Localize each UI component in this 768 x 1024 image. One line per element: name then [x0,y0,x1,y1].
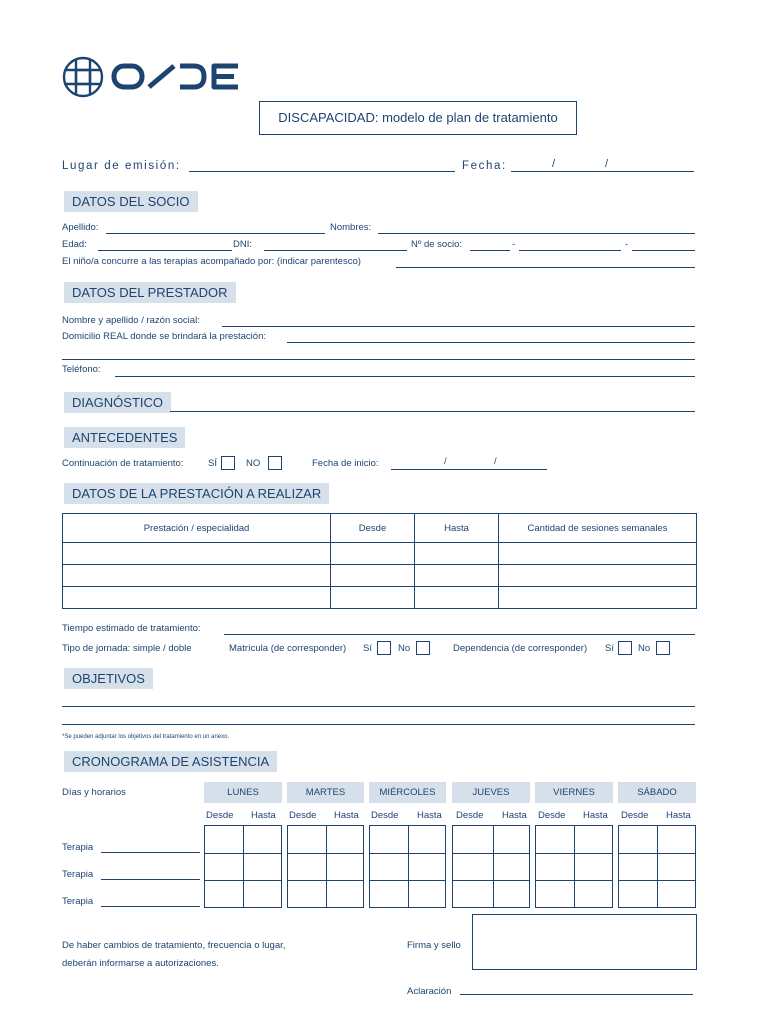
prestacion-table-header [63,514,697,543]
table-row [63,587,697,609]
lugar-field[interactable] [189,171,455,172]
section-datos-socio: DATOS DEL SOCIO [64,191,198,212]
section-antecedentes: ANTECEDENTES [64,427,185,448]
firma-label: Firma y sello [407,940,461,951]
cell-desde[interactable] [331,565,415,587]
telefono-field[interactable] [115,376,695,377]
edad-field[interactable] [98,250,232,251]
terapia-label-1: Terapia [62,842,94,853]
fecha-inicio-sep-1: / [444,456,447,467]
diagnostico-field[interactable] [170,411,695,412]
matricula-si-checkbox[interactable] [377,641,391,655]
fecha-field[interactable] [511,171,694,172]
cell-hasta[interactable] [415,565,499,587]
aclaracion-field[interactable] [460,994,693,995]
dependencia-label: Dependencia (de corresponder) [453,643,588,654]
prestacion-table [62,513,697,609]
table-row [63,543,697,565]
domicilio-label: Domicilio REAL donde se brindará la prestación: [62,331,267,342]
jueves-desde: Desde [456,810,484,821]
document-title: DISCAPACIDAD: modelo de plan de tratamiento [259,101,577,135]
section-diagnostico: DIAGNÓSTICO [64,392,171,413]
lugar-label: Lugar de emisión: [62,160,181,172]
acompanado-label: El niño/a concurre a las terapias acompañado por: (indicar parentesco) [62,256,361,267]
section-datos-prestacion: DATOS DE LA PRESTACIÓN A REALIZAR [64,483,329,504]
osde-logo-mark [62,55,247,99]
cell-sesiones[interactable] [499,565,697,587]
day-lunes: LUNES [204,782,282,803]
dependencia-no-label: No [638,643,651,654]
col-hasta: Hasta [415,514,499,543]
aviso-line-1: De haber cambios de tratamiento, frecuencia o lugar, [62,940,286,951]
cell-sesiones[interactable] [499,587,697,609]
matricula-label: Matrícula (de corresponder) [229,643,347,654]
domicilio-field[interactable] [287,342,695,343]
telefono-label: Teléfono: [62,364,101,375]
fecha-sep-1: / [552,158,556,170]
continuacion-si-label: SÍ [208,458,217,469]
lunes-desde: Desde [206,810,234,821]
day-viernes: VIERNES [535,782,613,803]
continuacion-si-checkbox[interactable] [221,456,235,470]
schedule-grid-miercoles[interactable] [369,825,446,908]
nombre-prestador-field[interactable] [222,326,695,327]
num-socio-field-3[interactable] [632,250,695,251]
cell-prestacion[interactable] [63,565,331,587]
col-sesiones: Cantidad de sesiones semanales [499,514,697,543]
terapia-field-2[interactable] [101,879,200,880]
fecha-inicio-sep-2: / [494,456,497,467]
num-socio-dash-1: - [512,239,516,250]
fecha-label: Fecha: [462,160,507,172]
day-jueves: JUEVES [452,782,530,803]
sabado-hasta: Hasta [666,810,691,821]
lunes-hasta: Hasta [251,810,276,821]
continuacion-label: Continuación de tratamiento: [62,458,184,469]
matricula-no-checkbox[interactable] [416,641,430,655]
col-prestacion: Prestación / especialidad [63,514,331,543]
dependencia-si-checkbox[interactable] [618,641,632,655]
continuacion-no-label: NO [246,458,261,469]
num-socio-field-2[interactable] [519,250,621,251]
day-martes: MARTES [287,782,364,803]
schedule-grid-lunes[interactable] [204,825,282,908]
martes-hasta: Hasta [334,810,359,821]
miercoles-hasta: Hasta [417,810,442,821]
martes-desde: Desde [289,810,317,821]
sabado-desde: Desde [621,810,649,821]
section-datos-prestador: DATOS DEL PRESTADOR [64,282,236,303]
terapia-field-1[interactable] [101,852,200,853]
edad-label: Edad: [62,239,87,250]
aviso-line-2: deberán informarse a autorizaciones. [62,958,219,969]
table-row [63,565,697,587]
terapia-field-3[interactable] [101,906,200,907]
num-socio-field-1[interactable] [470,250,510,251]
schedule-grid-viernes[interactable] [535,825,613,908]
cell-hasta[interactable] [415,543,499,565]
terapia-label-3: Terapia [62,896,94,907]
fecha-sep-2: / [605,158,609,170]
apellido-label: Apellido: [62,222,99,233]
schedule-grid-jueves[interactable] [452,825,530,908]
aclaracion-label: Aclaración [407,986,452,997]
terapia-label-2: Terapia [62,869,94,880]
cell-hasta[interactable] [415,587,499,609]
dias-horarios-label: Días y horarios [62,787,126,798]
cell-desde[interactable] [331,543,415,565]
objetivos-note: *Se pueden adjuntar los objetivos del tratamiento en un anexo. [62,734,230,740]
num-socio-label: Nº de socio: [411,239,462,250]
dependencia-no-checkbox[interactable] [656,641,670,655]
objetivos-field-2[interactable] [62,724,695,725]
schedule-grid-martes[interactable] [287,825,364,908]
viernes-desde: Desde [538,810,566,821]
tiempo-estimado-label: Tiempo estimado de tratamiento: [62,623,201,634]
cell-prestacion[interactable] [63,587,331,609]
section-objetivos: OBJETIVOS [64,668,153,689]
num-socio-dash-2: - [625,239,629,250]
dni-label: DNI: [233,239,252,250]
fecha-inicio-field[interactable] [391,469,547,470]
viernes-hasta: Hasta [583,810,608,821]
day-miercoles: MIÉRCOLES [369,782,446,803]
continuacion-no-checkbox[interactable] [268,456,282,470]
col-desde: Desde [331,514,415,543]
apellido-field[interactable] [106,233,325,234]
cell-desde[interactable] [331,587,415,609]
objetivos-field-1[interactable] [62,706,695,707]
matricula-si-label: Sí [363,643,372,654]
miercoles-desde: Desde [371,810,399,821]
jornada-label: Tipo de jornada: simple / doble [62,643,192,654]
nombre-prestador-label: Nombre y apellido / razón social: [62,315,200,326]
dni-field[interactable] [264,250,407,251]
schedule-grid-sabado[interactable] [618,825,696,908]
dependencia-si-label: Sí [605,643,614,654]
nombres-label: Nombres: [330,222,372,233]
day-sabado: SÁBADO [618,782,696,803]
cell-prestacion[interactable] [63,543,331,565]
tiempo-estimado-field[interactable] [224,634,695,635]
osde-logo [62,55,247,99]
matricula-no-label: No [398,643,411,654]
firma-box[interactable] [472,914,697,970]
acompanado-field[interactable] [396,267,695,268]
domicilio-field-2[interactable] [62,359,695,360]
cell-sesiones[interactable] [499,543,697,565]
nombres-field[interactable] [378,233,695,234]
jueves-hasta: Hasta [502,810,527,821]
section-cronograma: CRONOGRAMA DE ASISTENCIA [64,751,277,772]
fecha-inicio-label: Fecha de inicio: [312,458,379,469]
